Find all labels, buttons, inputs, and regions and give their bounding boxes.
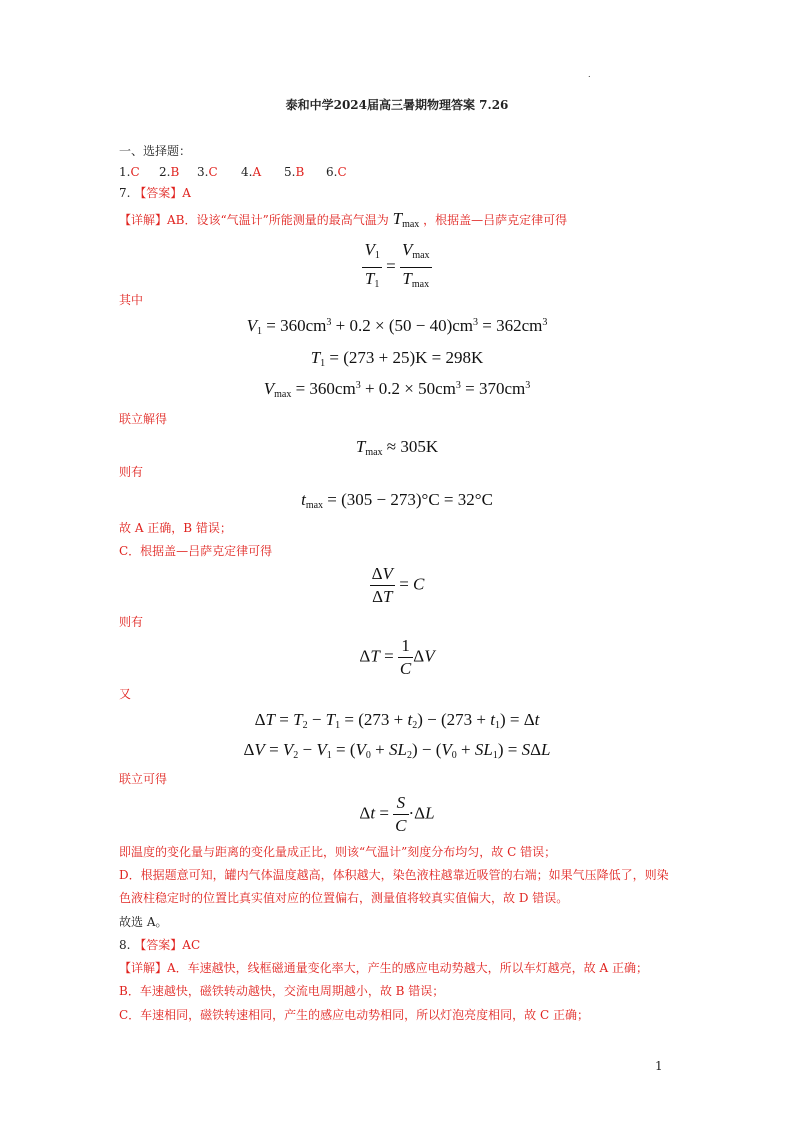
answer-4: 4.A <box>241 165 262 179</box>
answer-3: 3.C <box>197 165 218 179</box>
page-title: 泰和中学2024届高三暑期物理答案 7.26 <box>285 98 509 112</box>
eq-delta-t: $\Delta T = T_2 - T_1 = (273 + t_2) - (273 + t_1) = \Delta t$ <box>254 710 540 731</box>
q7-d-line-2: 色液柱稳定时的位置比真实值对应的位置偏右，测量值将较真实值偏大，故 D 错误。 <box>119 891 569 905</box>
page-number: 1 <box>655 1059 663 1073</box>
answer-6: 6.C <box>326 165 347 179</box>
q8-b-line: B．车速越快，磁铁转动越快，交流电周期越小，故 B 错误； <box>119 984 445 998</box>
q7-ze-2: 则有 <box>119 615 144 629</box>
eq-dv-dt: $\frac{\Delta V}{\Delta T}$ = C <box>371 564 425 606</box>
eq-tmax-celsius: $t_{max} = (305 - 273)^\circ C = 32^\circ C$ <box>301 490 493 511</box>
q7-answer: 7. 【答案】A <box>119 186 191 200</box>
section-choice-heading: 一、选择题： <box>119 144 192 158</box>
q7-ze-1: 则有 <box>119 465 144 479</box>
q7-lianli-2: 联立可得 <box>119 772 168 786</box>
eq-delta-v: $\Delta V = V_2 - V_1 = (V_0 + SL_2) - (V_0 + SL_1) = S\Delta L$ <box>243 740 551 761</box>
q7-c-conclusion: 即温度的变化量与距离的变化量成正比，则该“气温计”刻度分布均匀，故 C 错误； <box>119 845 557 859</box>
q7-lianli-1: 联立解得 <box>119 412 168 426</box>
eq-dt-from-dv: ΔT = $\frac{1}{C}$ ΔV <box>359 636 435 678</box>
q7-d-line-1: D．根据题意可知，罐内气体温度越高，体积越大，染色液柱越靠近吸管的右端；如果气压降低了，则染 <box>119 868 669 882</box>
eq-vmax: $V_{max} = 360cm^3 + 0.2 \times 50cm^3 = 370cm^3$ <box>263 379 531 400</box>
q7-you: 又 <box>119 687 132 701</box>
q7-conclusion-ab: 故 A 正确，B 错误； <box>119 521 232 535</box>
q8-c-line: C．车速相同，磁铁转速相同，产生的感应电动势相同，所以灯泡亮度相同，故 C 正确； <box>119 1008 589 1022</box>
q8-answer: 8. 【答案】AC <box>119 938 201 952</box>
tmax-symbol: T <box>392 209 403 228</box>
header-dot: . <box>588 70 591 79</box>
q8-a-line: 【详解】A．车速越快，线框磁通量变化率大，产生的感应电动势越大，所以车灯越亮，故 A 正确； <box>119 961 648 975</box>
q7-final: 故选 A。 <box>119 915 168 929</box>
answer-5: 5.B <box>284 165 305 179</box>
q7-detail-ab: 【详解】AB．设该“气温计”所能测量的最高气温为 $T_{max}$ ，根据盖—吕萨克定律可得 <box>119 209 568 230</box>
eq-gay-lussac-1: $\frac{V_1}{T_1}$ = $\frac{V_{max}}{T_{max}}$ <box>364 240 430 290</box>
eq-t1: $T_1 = (273 + 25)K = 298K$ <box>310 348 484 369</box>
answer-2: 2.B <box>159 165 180 179</box>
eq-v1: $V_1 = 360cm^3 + 0.2 \times (50 - 40)cm^3 = 362cm^3$ <box>246 316 548 337</box>
eq-tmax: $T_{max} \approx 305K$ <box>355 437 439 458</box>
q7-c-intro: C．根据盖—吕萨克定律可得 <box>119 544 273 558</box>
eq-dt-dl: Δt = $\frac{S}{C}$ ·ΔL <box>359 793 435 835</box>
q7-qizhong: 其中 <box>119 293 144 307</box>
answer-1: 1.C <box>119 165 140 179</box>
